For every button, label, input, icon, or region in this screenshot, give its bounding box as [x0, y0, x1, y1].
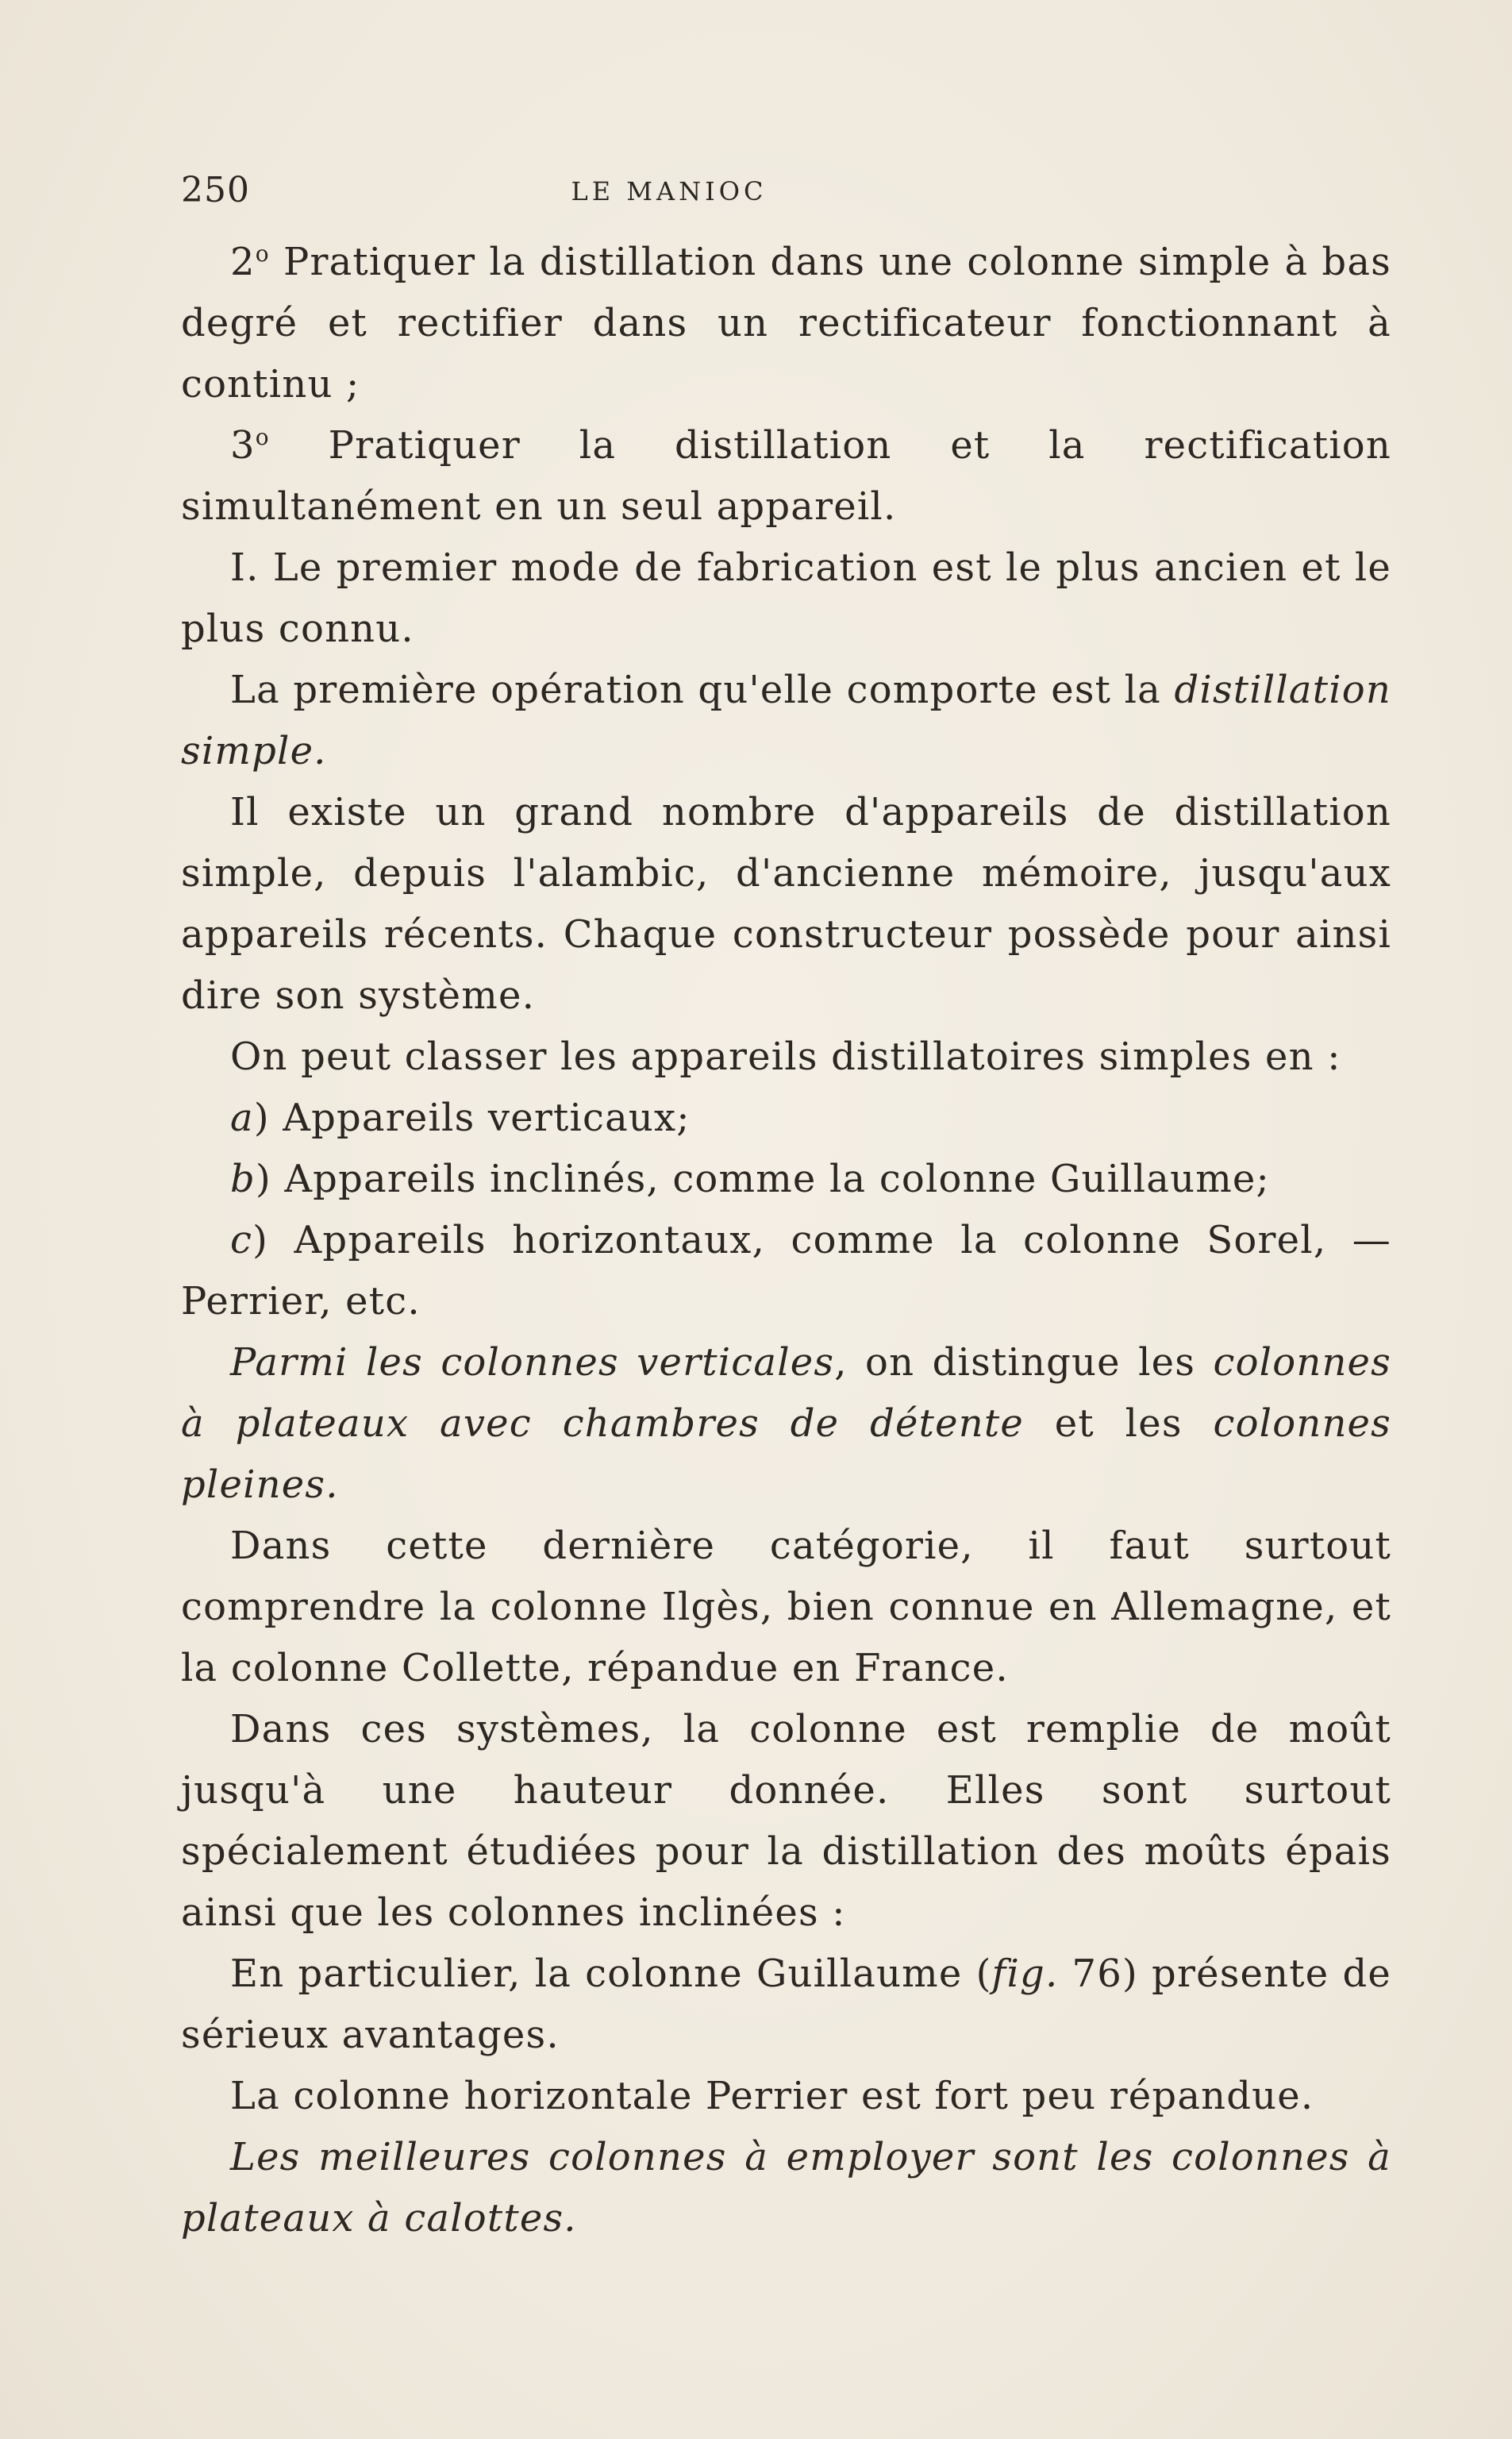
- list-text: ) Appareils horizontaux, comme la colonne Sorel, — Perrier, etc.: [181, 1218, 1391, 1324]
- paragraph-classification: On peut classer les appareils distillatoires simples en :: [230, 1035, 1341, 1079]
- paragraph-last-category: Dans cette dernière catégorie, il faut surtout comprendre la colonne Ilgès, bien connue en Allemagne, et la colonne Collette, répandue en France.: [181, 1524, 1391, 1690]
- paragraph-text: Pratiquer la distillation dans une colonne simple à bas degré et rectifier dans un rectificateur fonctionnant à continu ;: [181, 240, 1391, 406]
- paragraph-first-operation: [181, 660, 1391, 782]
- page-number: 250: [181, 170, 250, 210]
- paragraph-text: , on distingue les: [834, 1340, 1214, 1385]
- figure-ref: fig.: [991, 1952, 1059, 1996]
- paragraph-text: Pratiquer la distillation et la rectification simultanément en un seul appareil.: [181, 423, 1391, 529]
- paragraph-2: [181, 232, 1391, 415]
- list-letter: a: [230, 1096, 254, 1140]
- body-text: [181, 232, 1391, 2249]
- paragraph-3: [181, 415, 1391, 538]
- list-item-a: [181, 1088, 1391, 1149]
- italic-term: colonnes pleines.: [181, 1401, 1391, 1507]
- list-letter: b: [230, 1157, 256, 1201]
- paragraph-best-columns: Les meilleures colonnes à employer sont les colonnes à plateaux à calottes.: [181, 2135, 1391, 2241]
- paragraph-perrier: La colonne horizontale Perrier est fort peu répandue.: [230, 2074, 1314, 2118]
- paragraph-first-mode: I. Le premier mode de fabrication est le plus ancien et le plus connu.: [181, 545, 1391, 651]
- list-letter: c: [230, 1218, 253, 1262]
- list-item-b: [181, 1149, 1391, 1210]
- italic-term: distillation simple.: [181, 668, 1391, 773]
- paragraph-text: et les: [1023, 1401, 1214, 1446]
- running-title: LE MANIOC: [571, 176, 768, 206]
- ordinal-mark: o: [255, 241, 270, 267]
- paragraph-guillaume: [181, 1944, 1391, 2066]
- paragraph-text: 76) présente de sérieux avantages.: [181, 1952, 1391, 2057]
- paragraph-vertical-columns: [181, 1332, 1391, 1516]
- ordinal-mark: o: [255, 424, 270, 450]
- list-item-c: [181, 1210, 1391, 1332]
- item-number: 2: [230, 240, 256, 284]
- paragraph-systems: Dans ces systèmes, la colonne est remplie de moût jusqu'à une hauteur donnée. Elles sont surtout spécialement étudiées pour la distillation des moûts épais ainsi que les colonnes inclinées :: [181, 1707, 1391, 1935]
- item-number: 3: [230, 423, 256, 468]
- list-text: ) Appareils verticaux;: [253, 1096, 691, 1140]
- page-header: [181, 170, 1403, 218]
- paragraph-text: La première opération qu'elle comporte est la: [230, 668, 1175, 712]
- italic-term: Parmi les colonnes verticales: [230, 1340, 835, 1385]
- italic-term: colonnes à plateaux avec chambres de détente: [181, 1340, 1391, 1446]
- paragraph-text: En particulier, la colonne Guillaume (: [230, 1952, 992, 1996]
- paragraph-apparatus-count: Il existe un grand nombre d'appareils de distillation simple, depuis l'alambic, d'ancienne mémoire, jusqu'aux appareils récents. Chaque constructeur possède pour ainsi dire son système.: [181, 790, 1391, 1018]
- list-text: ) Appareils inclinés, comme la colonne Guillaume;: [255, 1157, 1270, 1201]
